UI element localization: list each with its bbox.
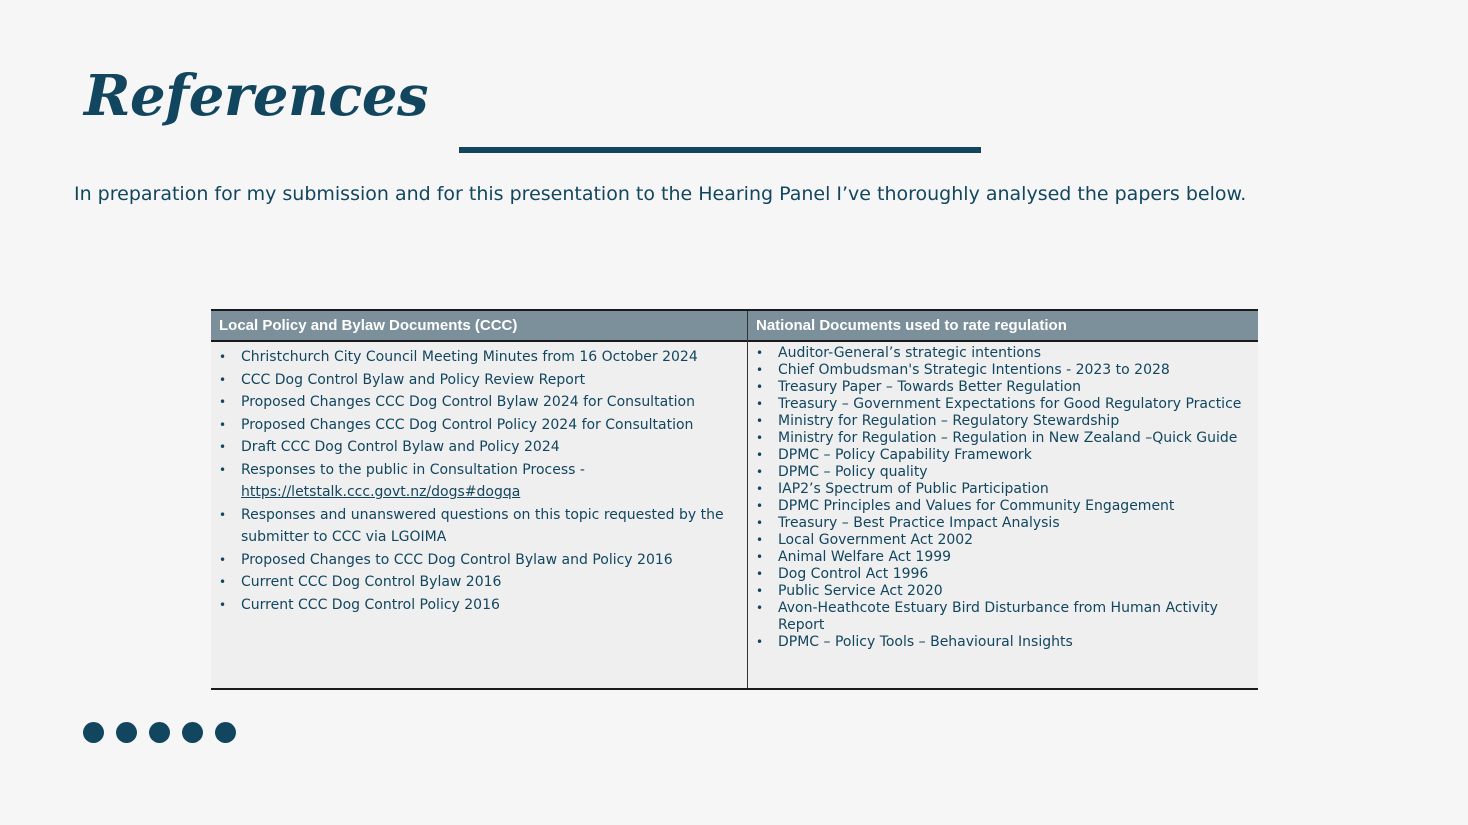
list-item: • Public Service Act 2020 xyxy=(748,583,1248,600)
slide-title: References xyxy=(84,63,428,129)
list-item: • Responses to the public in Consultation Process - https://letstalk.ccc.govt.nz/dogs#dogqa xyxy=(211,459,747,504)
list-item: • Ministry for Regulation – Regulatory Stewardship xyxy=(748,413,1248,430)
list-item: • Current CCC Dog Control Policy 2016 xyxy=(211,594,747,617)
list-item: • Ministry for Regulation – Regulation in New Zealand –Quick Guide xyxy=(748,430,1248,447)
list-item: • DPMC – Policy Tools – Behavioural Insights xyxy=(748,634,1248,651)
list-item: • Dog Control Act 1996 xyxy=(748,566,1248,583)
list-item: • Proposed Changes CCC Dog Control Policy 2024 for Consultation xyxy=(211,414,747,437)
dot-icon xyxy=(182,722,203,743)
list-item: • Treasury Paper – Towards Better Regulation xyxy=(748,379,1248,396)
intro-text: In preparation for my submission and for this presentation to the Hearing Panel I’ve thoroughly analysed the papers below. xyxy=(74,183,1247,205)
list-item: • IAP2’s Spectrum of Public Participation xyxy=(748,481,1248,498)
list-item: • Auditor-General’s strategic intentions xyxy=(748,345,1248,362)
list-item: • Proposed Changes to CCC Dog Control Bylaw and Policy 2016 xyxy=(211,549,747,572)
list-item: • Local Government Act 2002 xyxy=(748,532,1248,549)
list-item: • Current CCC Dog Control Bylaw 2016 xyxy=(211,571,747,594)
references-table xyxy=(211,309,1258,690)
list-item: • Proposed Changes CCC Dog Control Bylaw 2024 for Consultation xyxy=(211,391,747,414)
consultation-link[interactable]: https://letstalk.ccc.govt.nz/dogs#dogqa xyxy=(241,484,521,500)
national-docs-list xyxy=(748,345,1248,651)
list-item: • Animal Welfare Act 1999 xyxy=(748,549,1248,566)
list-item: • CCC Dog Control Bylaw and Policy Review Report xyxy=(211,369,747,392)
dot-icon xyxy=(149,722,170,743)
list-item: • Draft CCC Dog Control Bylaw and Policy 2024 xyxy=(211,436,747,459)
dot-icon xyxy=(215,722,236,743)
list-item: • DPMC Principles and Values for Community Engagement xyxy=(748,498,1248,515)
list-item: • Chief Ombudsman's Strategic Intentions - 2023 to 2028 xyxy=(748,362,1248,379)
decorative-dots xyxy=(83,722,236,743)
list-item: • DPMC – Policy Capability Framework xyxy=(748,447,1248,464)
list-item: • Treasury – Government Expectations for Good Regulatory Practice xyxy=(748,396,1248,413)
list-item: • Responses and unanswered questions on this topic requested by the submitter to CCC via LGOIMA xyxy=(211,504,747,549)
list-item: • Treasury – Best Practice Impact Analysis xyxy=(748,515,1248,532)
dot-icon xyxy=(116,722,137,743)
title-underline xyxy=(459,147,981,153)
national-docs-header: National Documents used to rate regulation xyxy=(748,311,1258,342)
dot-icon xyxy=(83,722,104,743)
list-item: • Christchurch City Council Meeting Minutes from 16 October 2024 xyxy=(211,346,747,369)
local-docs-list xyxy=(211,346,747,616)
list-item: • DPMC – Policy quality xyxy=(748,464,1248,481)
list-item: • Avon-Heathcote Estuary Bird Disturbance from Human Activity Report xyxy=(748,600,1248,634)
local-docs-header: Local Policy and Bylaw Documents (CCC) xyxy=(211,311,747,342)
